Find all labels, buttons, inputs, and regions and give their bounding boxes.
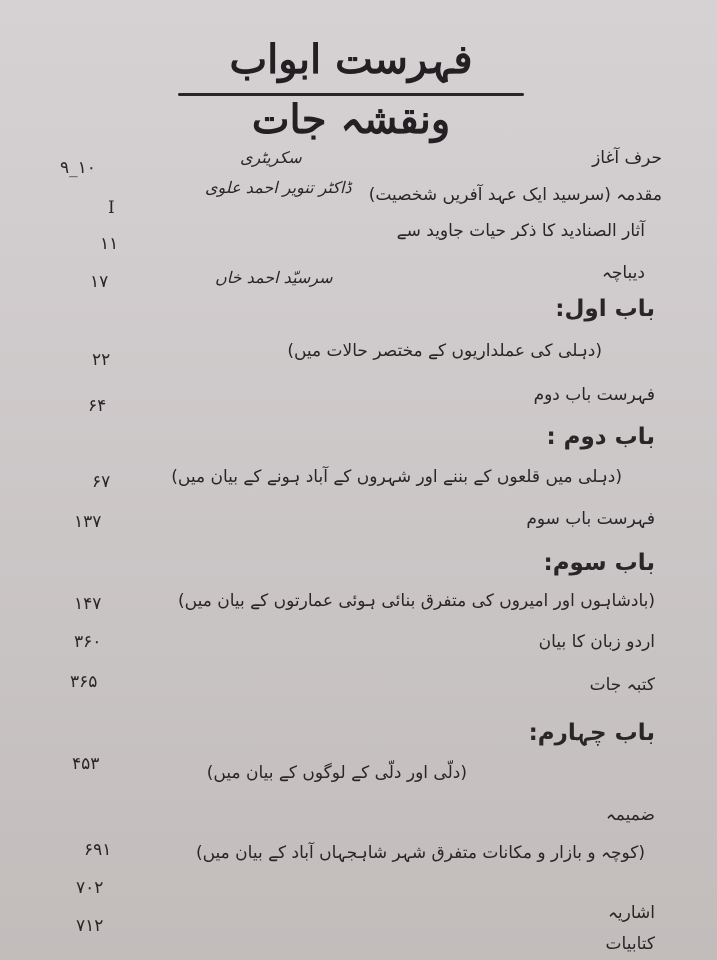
toc-entry-author: سکریٹری	[240, 148, 302, 167]
toc-entry-text: حرف آغاز	[592, 148, 662, 168]
page-title: فہرست ابواب ونقشہ جات	[229, 36, 473, 143]
toc-entry-page: ۶۷	[92, 472, 111, 492]
toc-entry-page: I	[108, 198, 115, 218]
title-underline	[178, 93, 524, 96]
toc-entry-page: ۹_۱۰	[60, 158, 96, 178]
chapter-heading: باب چہارم:	[528, 720, 655, 746]
toc-entry-page: ۶۹۱	[84, 840, 112, 860]
toc-entry-text: (کوچہ و بازار و مکانات متفرق شہر شاہجہاں آباد کے بیان میں)	[195, 843, 645, 863]
toc-entry-page: ۱۴۷	[74, 594, 102, 614]
toc-entry-text: (دہلی کی عملداریوں کے مختصر حالات میں)	[287, 341, 602, 361]
toc-entry-text: دیباچہ	[601, 263, 645, 283]
toc-entry-page: ۳۶۰	[74, 632, 102, 652]
toc-entry-page: ۶۴	[88, 396, 107, 416]
toc-entry-page: ۴۵۳	[72, 754, 100, 774]
toc-entry-page: ۷۰۲	[76, 878, 104, 898]
toc-entry-text: اردو زبان کا بیان	[538, 632, 655, 652]
toc-entry-page: ۱۱	[100, 234, 119, 254]
toc-entry-text: (دہلی میں قلعوں کے بننے اور شہروں کے آباد ہونے کے بیان میں)	[171, 467, 622, 487]
toc-entry-text: فہرست باب سوم	[526, 509, 655, 529]
toc-entry-text: (دلّی اور دلّی کے لوگوں کے بیان میں)	[206, 763, 467, 783]
toc-entry-text: فہرست باب دوم	[533, 385, 655, 405]
toc-entry-text: کتابیات	[605, 934, 655, 954]
toc-entry-page: ۷۱۲	[76, 916, 104, 936]
toc-entry-text: آثار الصنادید کا ذکر حیات جاوید سے	[396, 221, 645, 241]
toc-entry-page: ۲۲	[92, 350, 111, 370]
toc-entry-author: ڈاکٹر تنویر احمد علوی	[205, 178, 352, 197]
chapter-heading: باب دوم :	[546, 424, 655, 450]
toc-entry-page: ۱۳۷	[74, 512, 102, 532]
chapter-heading: باب سوم:	[543, 550, 655, 576]
toc-entry-page: ۱۷	[90, 272, 109, 292]
toc-entry-author: سرسیّد احمد خاں	[215, 268, 333, 287]
toc-entry-text: (بادشاہوں اور امیروں کی متفرق بنائی ہوئی عمارتوں کے بیان میں)	[178, 591, 655, 611]
toc-entry-page: ۳۶۵	[70, 672, 98, 692]
toc-entry-text: کتبہ جات	[589, 675, 655, 695]
chapter-heading: باب اول:	[555, 296, 655, 322]
toc-entry-text: اشاریہ	[607, 903, 655, 923]
toc-entry-text: ضمیمہ	[605, 805, 655, 825]
toc-entry-text: مقدمہ (سرسید ایک عہد آفریں شخصیت)	[368, 185, 662, 205]
